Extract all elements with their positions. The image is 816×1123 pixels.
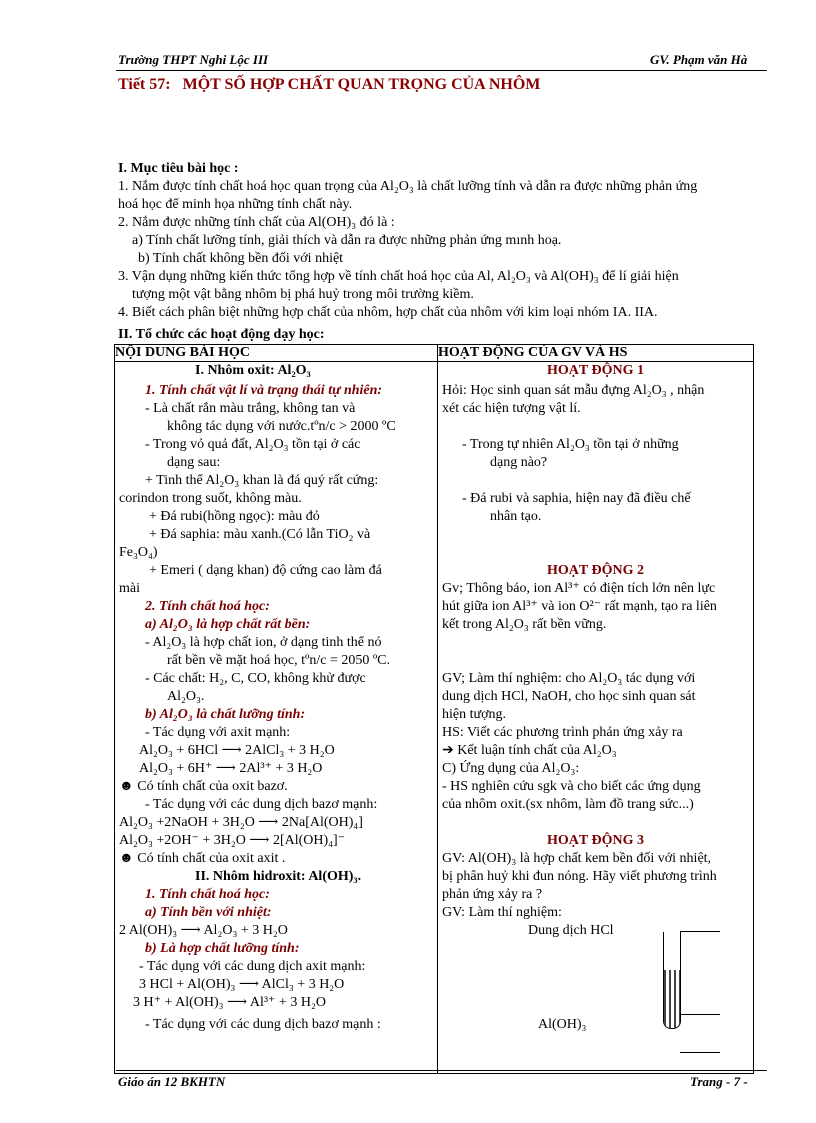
activity-line: hút giữa ion Al³⁺ và ion O²⁻ rất mạnh, tạo ra liên bbox=[442, 599, 717, 614]
lesson-content-line: - Tác dụng với các dung dịch axit mạnh: bbox=[139, 959, 366, 974]
lesson-content-line: - Tác dụng với các dung dịch bazơ mạnh: bbox=[145, 797, 378, 812]
lesson-content-line: - Al₂O₃ là hợp chất ion, ở dạng tinh thể nó bbox=[145, 635, 382, 650]
activity-line: bị phân huỷ khi đun nóng. Hãy viết phương trình bbox=[442, 869, 717, 884]
lesson-content-line: a) Tính bền với nhiệt: bbox=[145, 905, 272, 920]
lesson-content-line: không tác dụng với nước.tºn/c > 2000 ºC bbox=[167, 419, 396, 434]
lesson-content-line: a) Al₂O₃ là hợp chất rất bền: bbox=[145, 617, 311, 632]
tube-liquid bbox=[664, 970, 680, 1028]
objective-line: 2. Nắm được những tính chất của Al(OH)₃ đó là : bbox=[118, 215, 395, 230]
lesson-content-line: + Emeri ( dạng khan) độ cứng cao làm đá bbox=[149, 563, 382, 578]
objective-line: 4. Biết cách phân biệt những hợp chất của nhôm, hợp chất của nhôm với kim loại nhóm IA. IIA. bbox=[118, 305, 658, 320]
activity-line: nhân tạo. bbox=[490, 509, 542, 524]
activity-line: ➔ Kết luận tính chất của Al₂O₃ bbox=[442, 743, 617, 758]
activity-line: - Đá rubi và saphia, hiện nay đã điều chế bbox=[462, 491, 691, 506]
lesson-content-line: 1. Tính chất hoá học: bbox=[145, 887, 270, 902]
activity-line: - HS nghiên cứu sgk và cho biết các ứng dụng bbox=[442, 779, 701, 794]
lesson-content-line: dạng sau: bbox=[167, 455, 221, 470]
footer-left: Giáo án 12 BKHTN bbox=[118, 1074, 226, 1089]
col-left-header: NỘI DUNG BÀI HỌC bbox=[115, 345, 438, 362]
lesson-content-line: - Tác dụng với các dung dịch bazơ mạnh : bbox=[145, 1017, 381, 1032]
lesson-content-line: Al₂O₃ +2NaOH + 3H₂O ⟶ 2Na[Al(OH)₄] bbox=[119, 815, 363, 830]
lesson-content-line: Al₂O₃ + 6H⁺ ⟶ 2Al³⁺ + 3 H₂O bbox=[139, 761, 323, 776]
org-heading: II. Tổ chức các hoạt động dạy học: bbox=[118, 327, 325, 342]
lesson-content-line: - Tác dụng với axit mạnh: bbox=[145, 725, 291, 740]
lesson-content-line: + Đá saphia: màu xanh.(Có lẫn TiO₂ và bbox=[149, 527, 371, 542]
left-cell bbox=[115, 362, 438, 1074]
objective-line: tượng một vật bằng nhôm bị phá huỷ trong môi trường kiềm. bbox=[132, 287, 474, 302]
lesson-content-line: corindon trong suốt, không màu. bbox=[119, 491, 302, 506]
lesson-content-line: 3 H⁺ + Al(OH)₃ ⟶ Al³⁺ + 3 H₂O bbox=[133, 995, 326, 1010]
activity-line: xét các hiện tượng vật lí. bbox=[442, 401, 581, 416]
lesson-content-line: 2 Al(OH)₃ ⟶ Al₂O₃ + 3 H₂O bbox=[119, 923, 288, 938]
lesson-content-line: 2. Tính chất hoá học: bbox=[145, 599, 270, 614]
activity-line: dung dịch HCl, NaOH, cho học sinh quan sát bbox=[442, 689, 696, 704]
lesson-content-line: rất bền về mặt hoá học, tºn/c = 2050 ºC. bbox=[167, 653, 391, 668]
header-teacher: GV. Phạm văn Hà bbox=[650, 52, 748, 67]
objective-line: hoá học để minh họa những tính chất này. bbox=[118, 197, 353, 212]
objectives-body bbox=[118, 178, 764, 322]
footer-right: Trang - 7 - bbox=[690, 1074, 748, 1089]
activity-line: kết trong Al₂O₃ rất bền vững. bbox=[442, 617, 607, 632]
activity-line: Dung dịch HCl bbox=[528, 923, 614, 938]
activity-line: Gv; Thông báo, ion Al³⁺ có điện tích lớn nên lực bbox=[442, 581, 716, 596]
lesson-content-line: + Tinh thể Al₂O₃ khan là đá quý rất cứng: bbox=[145, 473, 379, 488]
activity-line: Hỏi: Học sinh quan sát mẫu đựng Al₂O₃ , nhận bbox=[442, 383, 705, 398]
lesson-content-line: Al₂O₃ + 6HCl ⟶ 2AlCl₃ + 3 H₂O bbox=[139, 743, 335, 758]
lesson-content-line: Fe₃O₄) bbox=[119, 545, 158, 560]
arrow-line bbox=[680, 1014, 720, 1015]
right-cell bbox=[438, 362, 754, 1074]
page-title: Tiết 57: MỘT SỐ HỢP CHẤT QUAN TRỌNG CỦA NHÔM bbox=[118, 76, 541, 93]
activity-line: - Trong tự nhiên Al₂O₃ tồn tại ở những bbox=[462, 437, 679, 452]
lesson-content-line: II. Nhôm hidroxit: Al(OH)₃. bbox=[195, 869, 362, 884]
lesson-content-line: 1. Tính chất vật lí và trạng thái tự nhiên: bbox=[145, 383, 383, 398]
header-school: Trường THPT Nghi Lộc III bbox=[118, 52, 269, 67]
lesson-content-line: Al₂O₃. bbox=[167, 689, 205, 704]
arrow-line bbox=[680, 1052, 720, 1053]
objectives-heading: I. Mục tiêu bài học : bbox=[118, 161, 239, 176]
activity-line: GV: Làm thí nghiệm: bbox=[442, 905, 562, 920]
activity-line: của nhôm oxit.(sx nhôm, làm đồ trang sức...) bbox=[442, 797, 694, 812]
lesson-content-line: - Trong vỏ quả đất, Al₂O₃ tồn tại ở các bbox=[145, 437, 361, 452]
test-tube bbox=[663, 932, 681, 1029]
activity-line: phản ứng xảy ra ? bbox=[442, 887, 543, 902]
lesson-content-line: - Các chất: H₂, C, CO, không khử được bbox=[145, 671, 366, 686]
lesson-content-line: I. Nhôm oxit: Al₂O₃ bbox=[195, 363, 311, 378]
lesson-content-line: + Đá rubi(hồng ngọc): màu đỏ bbox=[149, 509, 320, 524]
objective-line: 1. Nắm được tính chất hoá học quan trọng của Al₂O₃ là chất lưỡng tính và dẫn ra được những phản ứng bbox=[118, 179, 698, 194]
objective-line: 3. Vận dụng những kiến thức tổng hợp về tính chất hoá học của Al, Al₂O₃ và Al(OH)₃ để lí giải hiện bbox=[118, 269, 679, 284]
activity-line: HOẠT ĐỘNG 1 bbox=[547, 363, 644, 378]
header-rule bbox=[116, 70, 767, 71]
lesson-table bbox=[114, 344, 754, 1074]
activity-line: dạng nào? bbox=[490, 455, 548, 470]
activity-line: hiện tượng. bbox=[442, 707, 506, 722]
lesson-content-line: 3 HCl + Al(OH)₃ ⟶ AlCl₃ + 3 H₂O bbox=[139, 977, 345, 992]
lesson-content-line: ☻ Có tính chất của oxit axit . bbox=[119, 851, 286, 866]
lesson-content-line: b) Là hợp chất lưỡng tính: bbox=[145, 941, 300, 956]
objective-line: b) Tính chất không bền đối với nhiệt bbox=[138, 251, 344, 266]
activity-line: C) Ứng dụng của Al₂O₃: bbox=[442, 761, 580, 776]
arrow-line bbox=[680, 931, 720, 932]
lesson-content-line: ☻ Có tính chất của oxit bazơ. bbox=[119, 779, 288, 794]
activity-line: HS: Viết các phương trình phản ứng xảy ra bbox=[442, 725, 683, 740]
col-right-header: HOẠT ĐỘNG CỦA GV VÀ HS bbox=[438, 345, 754, 362]
footer-rule bbox=[116, 1070, 767, 1071]
activity-line: HOẠT ĐỘNG 2 bbox=[547, 563, 644, 578]
lesson-content-line: mài bbox=[119, 581, 140, 596]
lesson-content-line: - Là chất rắn màu trắng, không tan và bbox=[145, 401, 356, 416]
activity-line: HOẠT ĐỘNG 3 bbox=[547, 833, 644, 848]
lesson-content-line: b) Al₂O₃ là chất lưỡng tính: bbox=[145, 707, 306, 722]
activity-line: Al(OH)₃ bbox=[538, 1017, 587, 1032]
activity-line: GV; Làm thí nghiệm: cho Al₂O₃ tác dụng với bbox=[442, 671, 696, 686]
lesson-content-line: Al₂O₃ +2OH⁻ + 3H₂O ⟶ 2[Al(OH)₄]⁻ bbox=[119, 833, 346, 848]
activity-line: GV: Al(OH)₃ là hợp chất kem bền đối với nhiệt, bbox=[442, 851, 712, 866]
objective-line: a) Tính chất lưỡng tính, giải thích và dẫn ra được những phản ứng mınh hoạ. bbox=[132, 233, 562, 248]
